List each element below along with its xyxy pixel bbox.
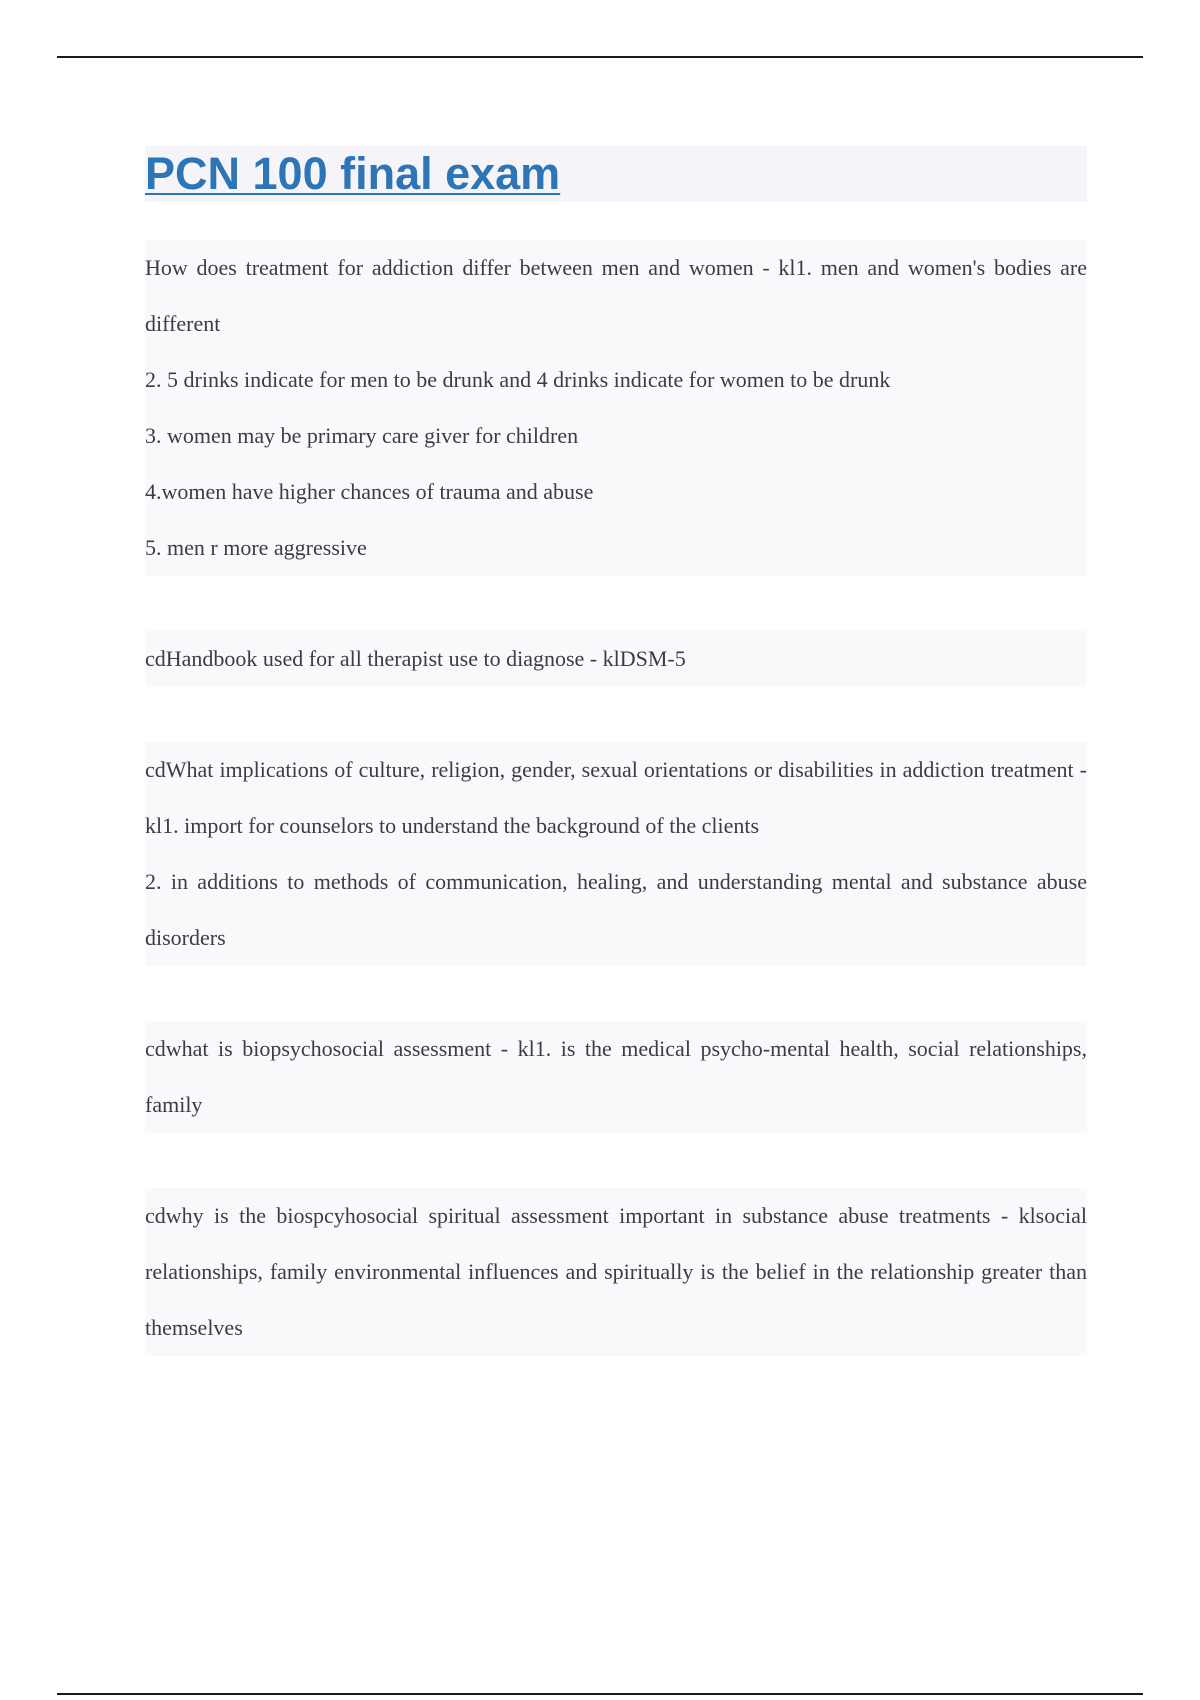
title-band <box>145 146 1087 202</box>
footer-rule <box>57 1693 1143 1695</box>
qa-line: 5. men r more aggressive <box>145 520 1087 576</box>
qa-entry-treatment-differences <box>145 240 1087 576</box>
qa-entry-spiritual-assessment <box>145 1188 1087 1356</box>
qa-line: 2. in additions to methods of communication, healing, and understanding mental and substance abuse disorders <box>145 854 1087 966</box>
qa-line: 4.women have higher chances of trauma and abuse <box>145 464 1087 520</box>
qa-list <box>145 240 1087 1356</box>
qa-entry-handbook <box>145 631 1087 687</box>
qa-line: cdWhat implications of culture, religion, gender, sexual orientations or disabilities in addiction treatment - kl1. import for counselors to understand the background of the clients <box>145 742 1087 854</box>
document-page <box>145 146 1087 1411</box>
qa-line: cdwhat is biopsychosocial assessment - kl1. is the medical psycho-mental health, social relationships, family <box>145 1021 1087 1133</box>
qa-line: How does treatment for addiction differ between men and women - kl1. men and women's bodies are different <box>145 240 1087 352</box>
header-rule <box>57 56 1143 58</box>
qa-line: 3. women may be primary care giver for children <box>145 408 1087 464</box>
document-title: PCN 100 final exam <box>145 148 561 199</box>
qa-entry-biopsychosocial <box>145 1021 1087 1133</box>
qa-line: 2. 5 drinks indicate for men to be drunk and 4 drinks indicate for women to be drunk <box>145 352 1087 408</box>
qa-entry-implications <box>145 742 1087 966</box>
qa-line: cdHandbook used for all therapist use to diagnose - klDSM-5 <box>145 631 1087 687</box>
qa-line: cdwhy is the biospcyhosocial spiritual assessment important in substance abuse treatments - klsocial relationships, family environmental influences and spiritually is the belief in the relationship greater than themselves <box>145 1188 1087 1356</box>
